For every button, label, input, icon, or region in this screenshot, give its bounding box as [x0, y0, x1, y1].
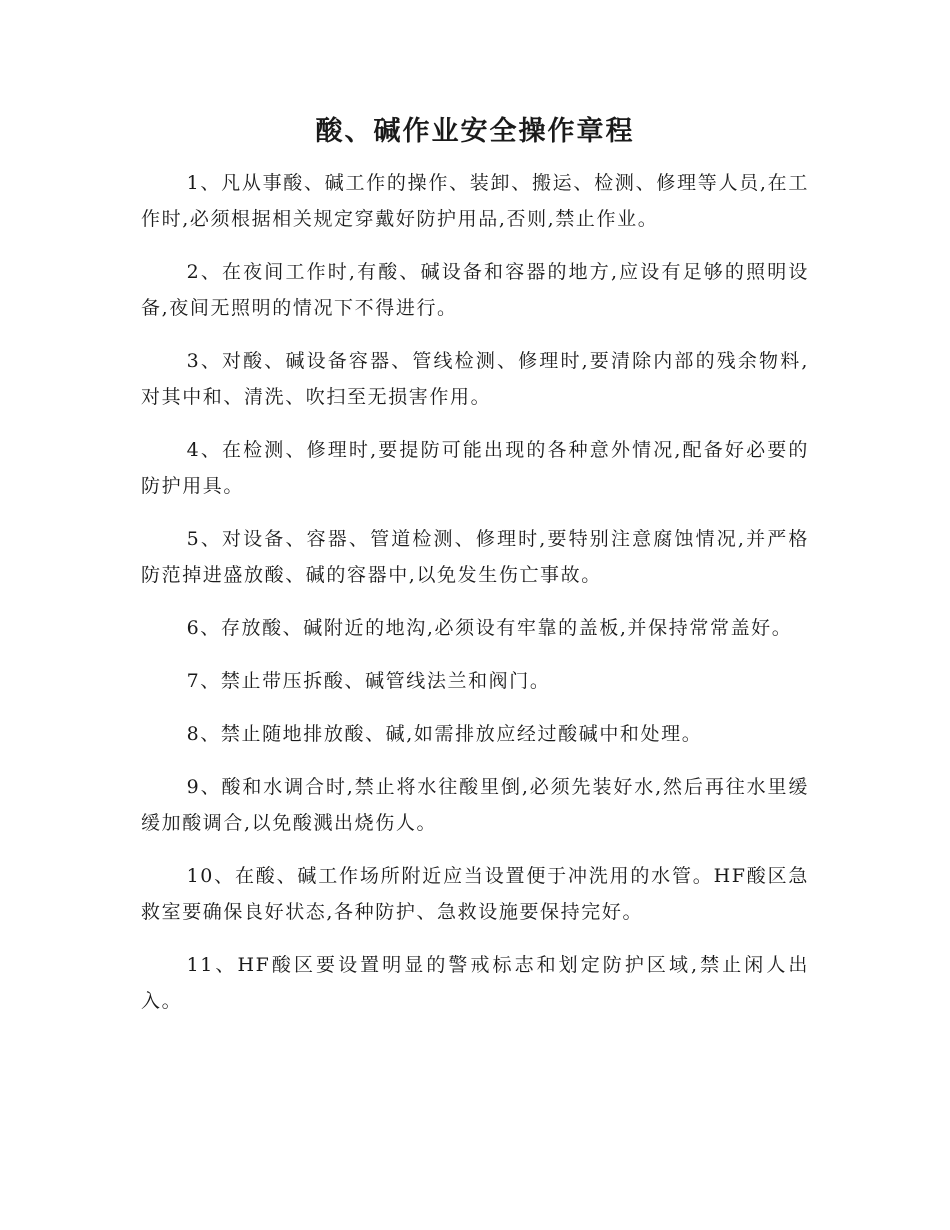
paragraph-2: 2、在夜间工作时,有酸、碱设备和容器的地方,应设有足够的照明设备,夜间无照明的情况下不得进行。	[141, 261, 809, 319]
paragraph-10: 10、在酸、碱工作场所附近应当设置便于冲洗用的水管。HF酸区急救室要确保良好状态,各种防护、急救设施要保持完好。	[141, 865, 809, 923]
paragraph-5: 5、对设备、容器、管道检测、修理时,要特别注意腐蚀情况,并严格防范掉进盛放酸、碱的容器中,以免发生伤亡事故。	[141, 528, 809, 586]
document-body	[141, 165, 809, 1036]
paragraph-1: 1、凡从事酸、碱工作的操作、装卸、搬运、检测、修理等人员,在工作时,必须根据相关规定穿戴好防护用品,否则,禁止作业。	[141, 172, 809, 230]
paragraph-9: 9、酸和水调合时,禁止将水往酸里倒,必须先装好水,然后再往水里缓缓加酸调合,以免酸溅出烧伤人。	[141, 776, 809, 834]
paragraph-6: 6、存放酸、碱附近的地沟,必须设有牢靠的盖板,并保持常常盖好。	[186, 617, 793, 639]
paragraph-3: 3、对酸、碱设备容器、管线检测、修理时,要清除内部的残余物料,对其中和、清洗、吹扫至无损害作用。	[141, 350, 809, 408]
paragraph-8: 8、禁止随地排放酸、碱,如需排放应经过酸碱中和处理。	[186, 723, 703, 745]
paragraph-11: 11、HF酸区要设置明显的警戒标志和划定防护区域,禁止闲人出入。	[141, 954, 809, 1012]
document-title: 酸、碱作业安全操作章程	[315, 116, 635, 147]
paragraph-7: 7、禁止带压拆酸、碱管线法兰和阀门。	[186, 670, 551, 692]
paragraph-4: 4、在检测、修理时,要提防可能出现的各种意外情况,配备好必要的防护用具。	[141, 439, 809, 497]
